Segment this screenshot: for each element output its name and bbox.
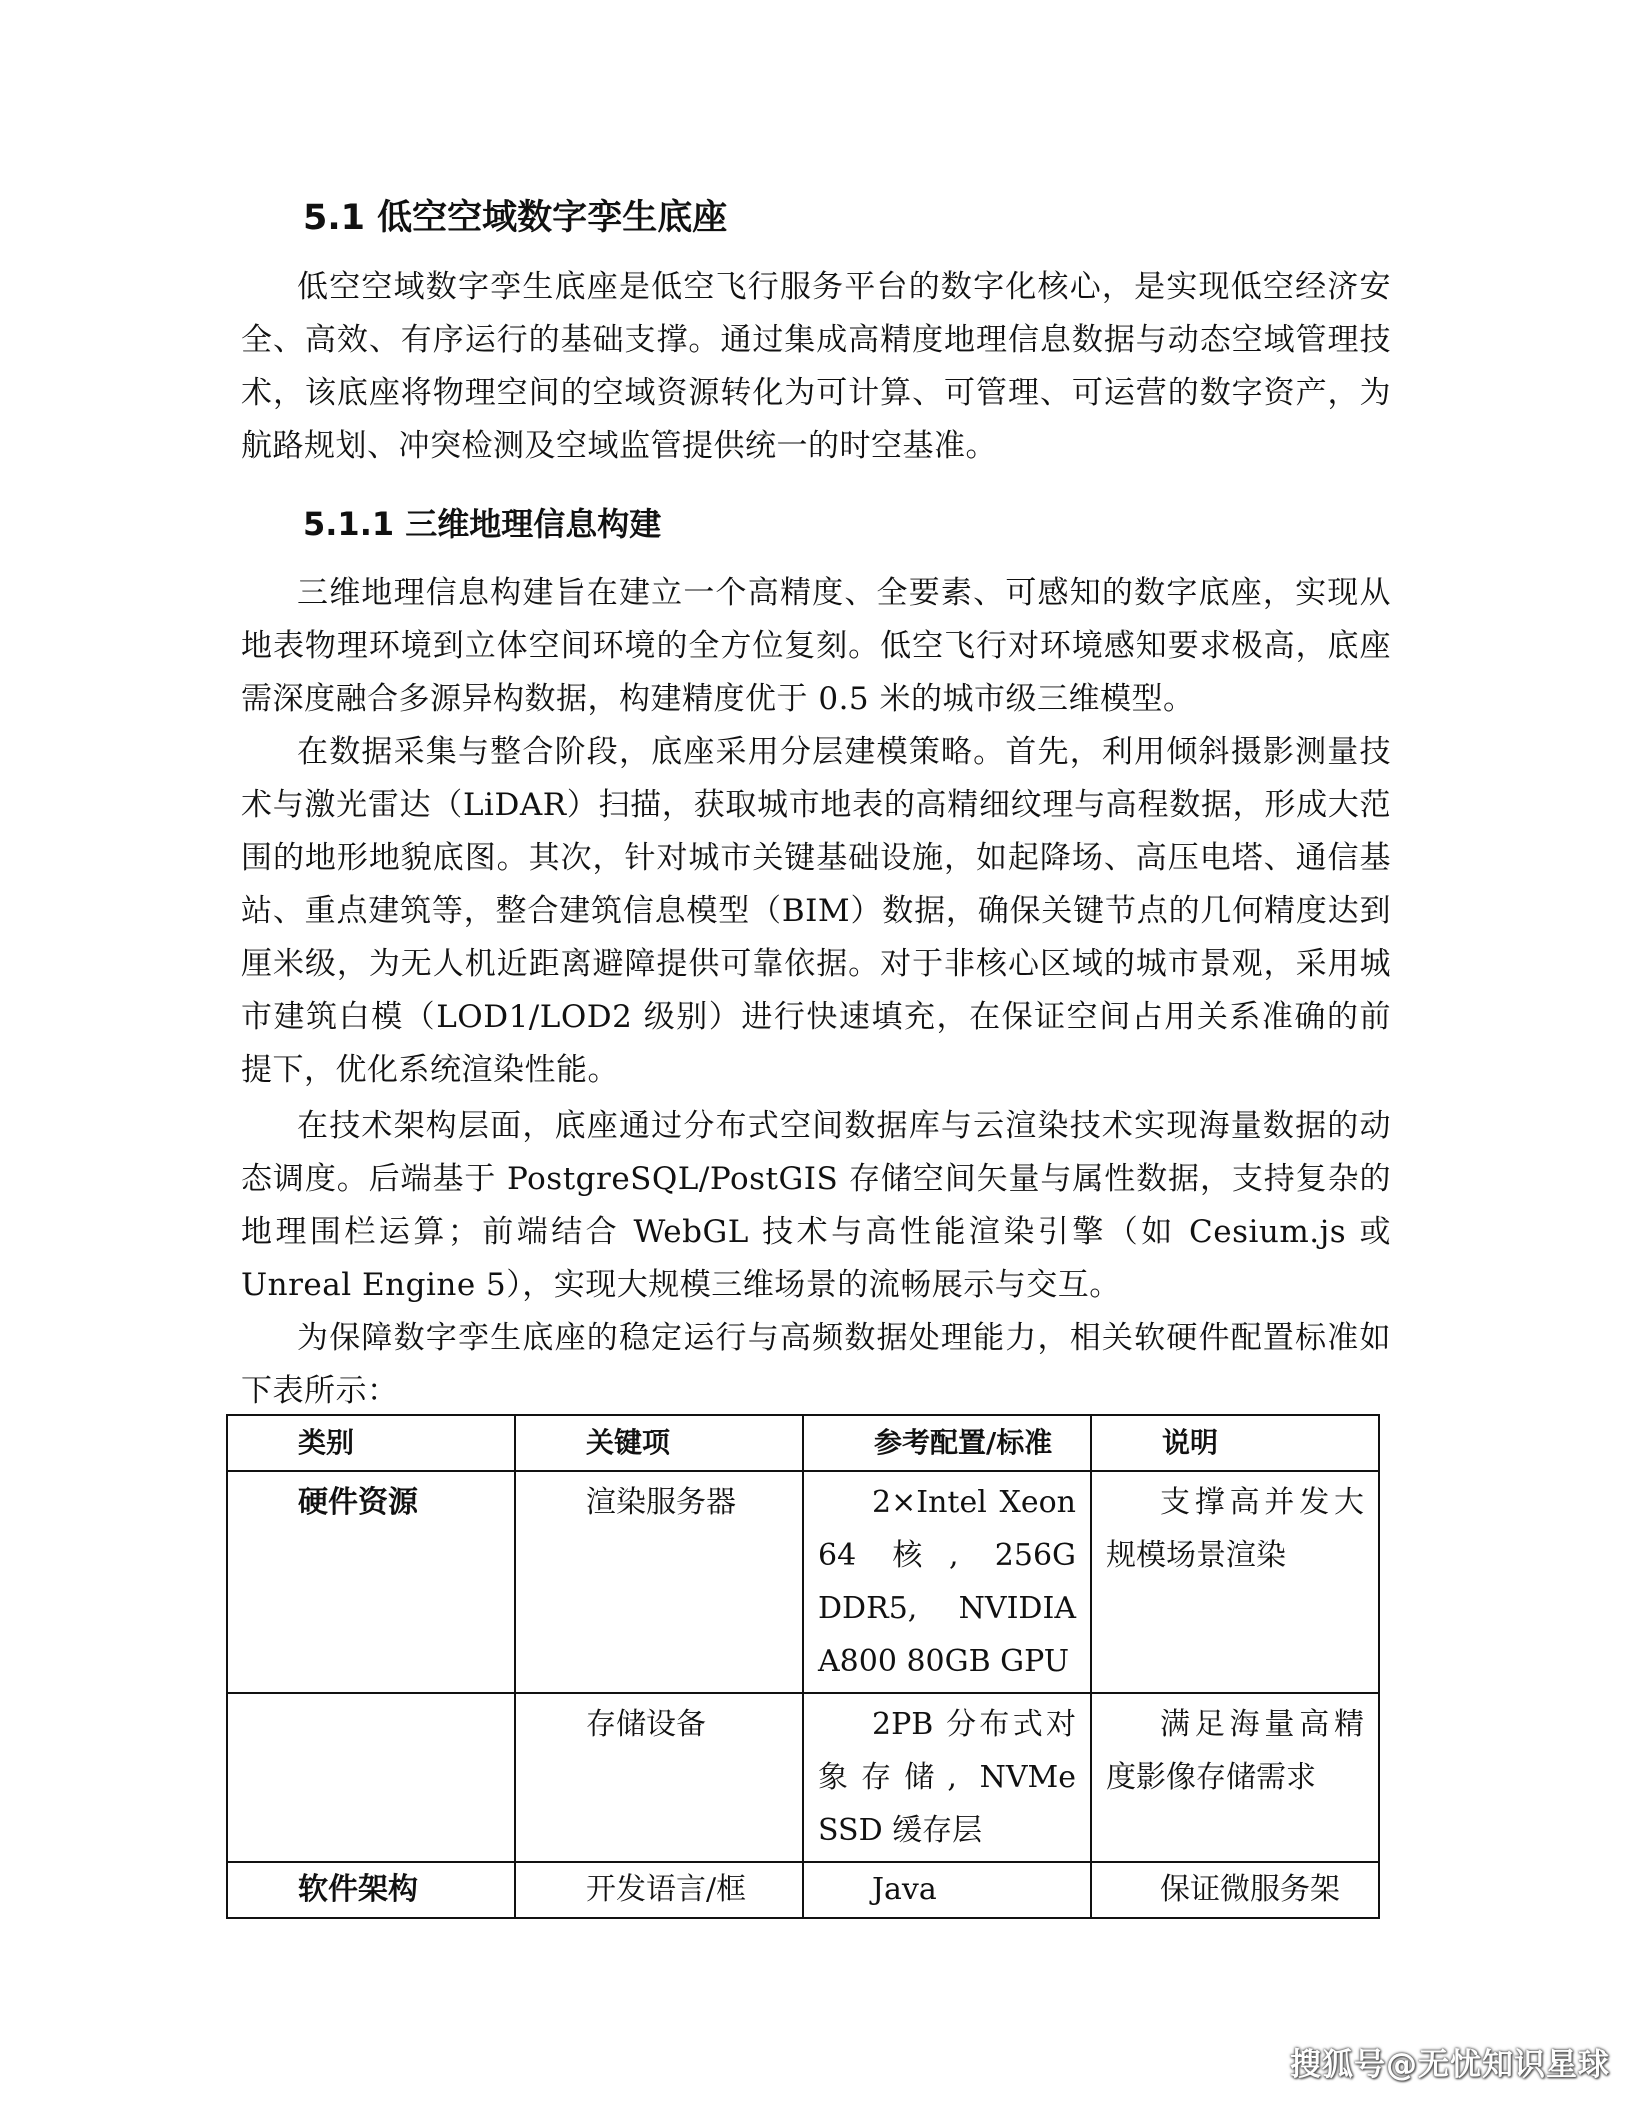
table-cell-item: 渲染服务器 — [515, 1471, 803, 1693]
table-cell-config: 2PB 分布式对象存储, NVMe SSD 缓存层 — [803, 1693, 1091, 1862]
config-table — [226, 1414, 1380, 1919]
subsection-heading: 5.1.1 三维地理信息构建 — [303, 505, 662, 543]
table-cell-config: 2×Intel Xeon 64 核, 256G DDR5, NVIDIA A800 80GB GPU — [803, 1471, 1091, 1693]
body-paragraph: 为保障数字孪生底座的稳定运行与高频数据处理能力，相关软硬件配置标准如下表所示： — [241, 1320, 1391, 1409]
intro-paragraph: 低空空域数字孪生底座是低空飞行服务平台的数字化核心，是实现低空经济安全、高效、有序运行的基础支撑。通过集成高精度地理信息数据与动态空域管理技术，该底座将物理空间的空域资源转化为可计算、可管理、可运营的数字资产，为航路规划、冲突检测及空域监管提供统一的时空基准。 — [241, 269, 1391, 464]
table-cell-item: 存储设备 — [515, 1693, 803, 1862]
section-heading: 5.1 低空空域数字孪生底座 — [303, 198, 728, 238]
table-row — [227, 1693, 1379, 1862]
table-cell-config: Java — [803, 1862, 1091, 1918]
table-header-cell: 说明 — [1091, 1415, 1379, 1471]
table-cell-category: 软件架构 — [227, 1862, 515, 1918]
table-cell-note: 保证微服务架 — [1091, 1862, 1379, 1918]
body-paragraph: 在数据采集与整合阶段，底座采用分层建模策略。首先，利用倾斜摄影测量技术与激光雷达（LiDAR）扫描，获取城市地表的高精细纹理与高程数据，形成大范围的地形地貌底图。其次，针对城市关键基础设施，如起降场、高压电塔、通信基站、重点建筑等，整合建筑信息模型（BIM）数据，确保关键节点的几何精度达到厘米级，为无人机近距离避障提供可靠依据。对于非核心区域的城市景观，采用城市建筑白模（LOD1/LOD2 级别）进行快速填充，在保证空间占用关系准确的前提下，优化系统渲染性能。 — [241, 734, 1391, 1088]
table-cell-item: 开发语言/框 — [515, 1862, 803, 1918]
table-header-row — [227, 1415, 1379, 1471]
table-header-cell: 关键项 — [515, 1415, 803, 1471]
table-row — [227, 1862, 1379, 1918]
table-cell-note: 支撑高并发大规模场景渲染 — [1091, 1471, 1379, 1693]
body-paragraph: 在技术架构层面，底座通过分布式空间数据库与云渲染技术实现海量数据的动态调度。后端基于 PostgreSQL/PostGIS 存储空间矢量与属性数据，支持复杂的地理围栏运算；前端结合 WebGL 技术与高性能渲染引擎（如 Cesium.js 或 Unreal Engine 5），实现大规模三维场景的流畅展示与交互。 — [241, 1108, 1391, 1303]
table-header-cell: 类别 — [227, 1415, 515, 1471]
table-cell-note: 满足海量高精度影像存储需求 — [1091, 1693, 1379, 1862]
table-cell-category: 硬件资源 — [227, 1471, 515, 1693]
table-row — [227, 1471, 1379, 1693]
table-header-cell: 参考配置/标准 — [803, 1415, 1091, 1471]
body-paragraph: 三维地理信息构建旨在建立一个高精度、全要素、可感知的数字底座，实现从地表物理环境到立体空间环境的全方位复刻。低空飞行对环境感知要求极高，底座需深度融合多源异构数据，构建精度优于 0.5 米的城市级三维模型。 — [241, 575, 1391, 717]
watermark: 搜狐号@无忧知识星球 — [1290, 2047, 1610, 2083]
table-cell-category — [227, 1693, 515, 1862]
